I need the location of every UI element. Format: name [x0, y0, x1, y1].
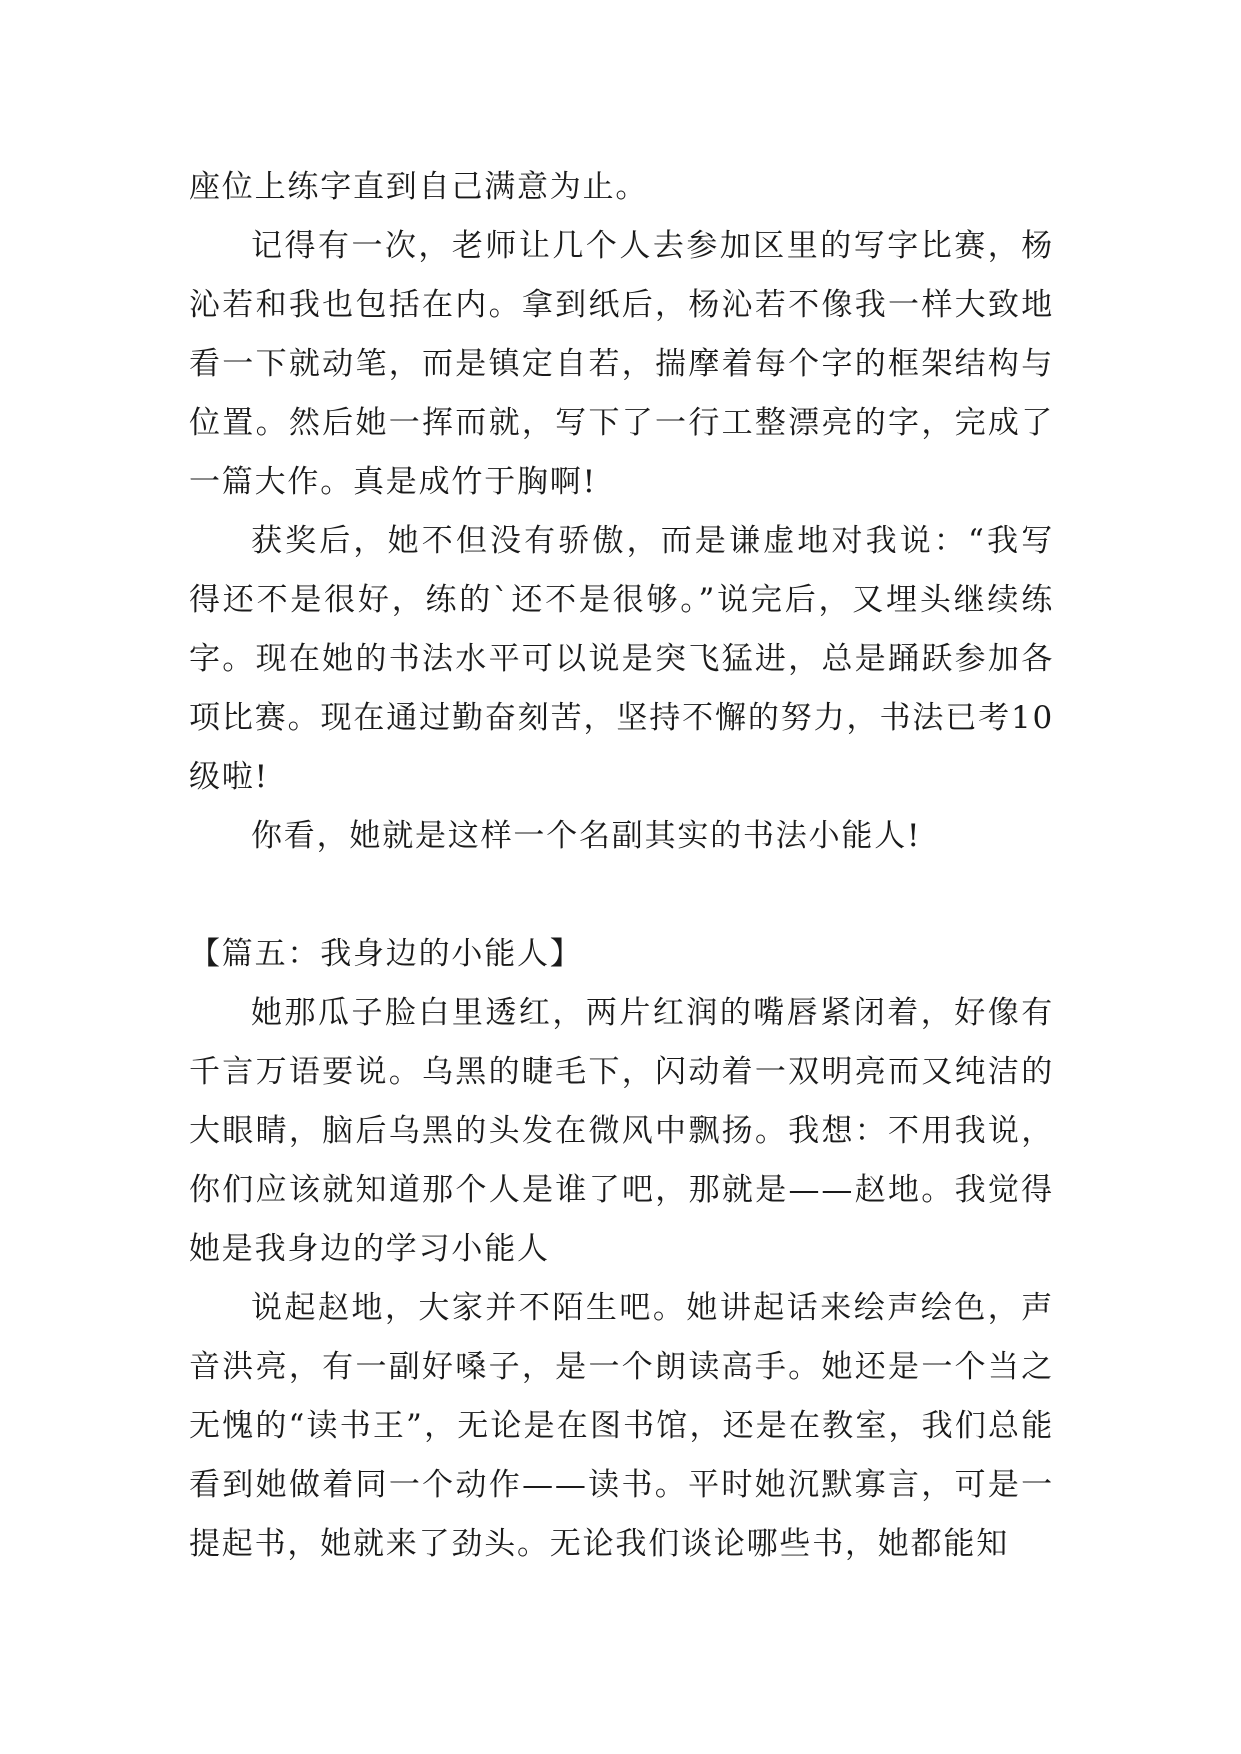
document-body [189, 158, 1054, 1574]
paragraph: 说起赵地，大家并不陌生吧。她讲起话来绘声绘色，声音洪亮，有一副好嗓子，是一个朗读高手。她还是一个当之无愧的“读书王”，无论是在图书馆，还是在教室，我们总能看到她做着同一个动作——读书。平时她沉默寡言，可是一提起书，她就来了劲头。无论我们谈论哪些书，她都能知 [189, 1290, 1054, 1562]
paragraph: 你看，她就是这样一个名副其实的书法小能人! [251, 818, 922, 854]
paragraph: 座位上练字直到自己满意为止。 [189, 169, 649, 205]
paragraph: 她那瓜子脸白里透红，两片红润的嘴唇紧闭着，好像有千言万语要说。乌黑的睫毛下，闪动着一双明亮而又纯洁的大眼睛，脑后乌黑的头发在微风中飘扬。我想：不用我说，你们应该就知道那个人是谁了吧，那就是——赵地。我觉得她是我身边的学习小能人 [189, 995, 1054, 1267]
blank-line [189, 866, 1054, 925]
section-heading: 【篇五：我身边的小能人】 [189, 936, 583, 972]
paragraph: 获奖后，她不但没有骄傲，而是谦虚地对我说：“我写得还不是很好，练的`还不是很够。”说完后，又埋头继续练字。现在她的书法水平可以说是突飞猛进，总是踊跃参加各项比赛。现在通过勤奋刻苦，坚持不懈的努力，书法已考10级啦! [189, 523, 1054, 795]
paragraph: 记得有一次，老师让几个人去参加区里的写字比赛，杨沁若和我也包括在内。拿到纸后，杨沁若不像我一样大致地看一下就动笔，而是镇定自若，揣摩着每个字的框架结构与位置。然后她一挥而就，写下了一行工整漂亮的字，完成了一篇大作。真是成竹于胸啊! [189, 228, 1054, 500]
